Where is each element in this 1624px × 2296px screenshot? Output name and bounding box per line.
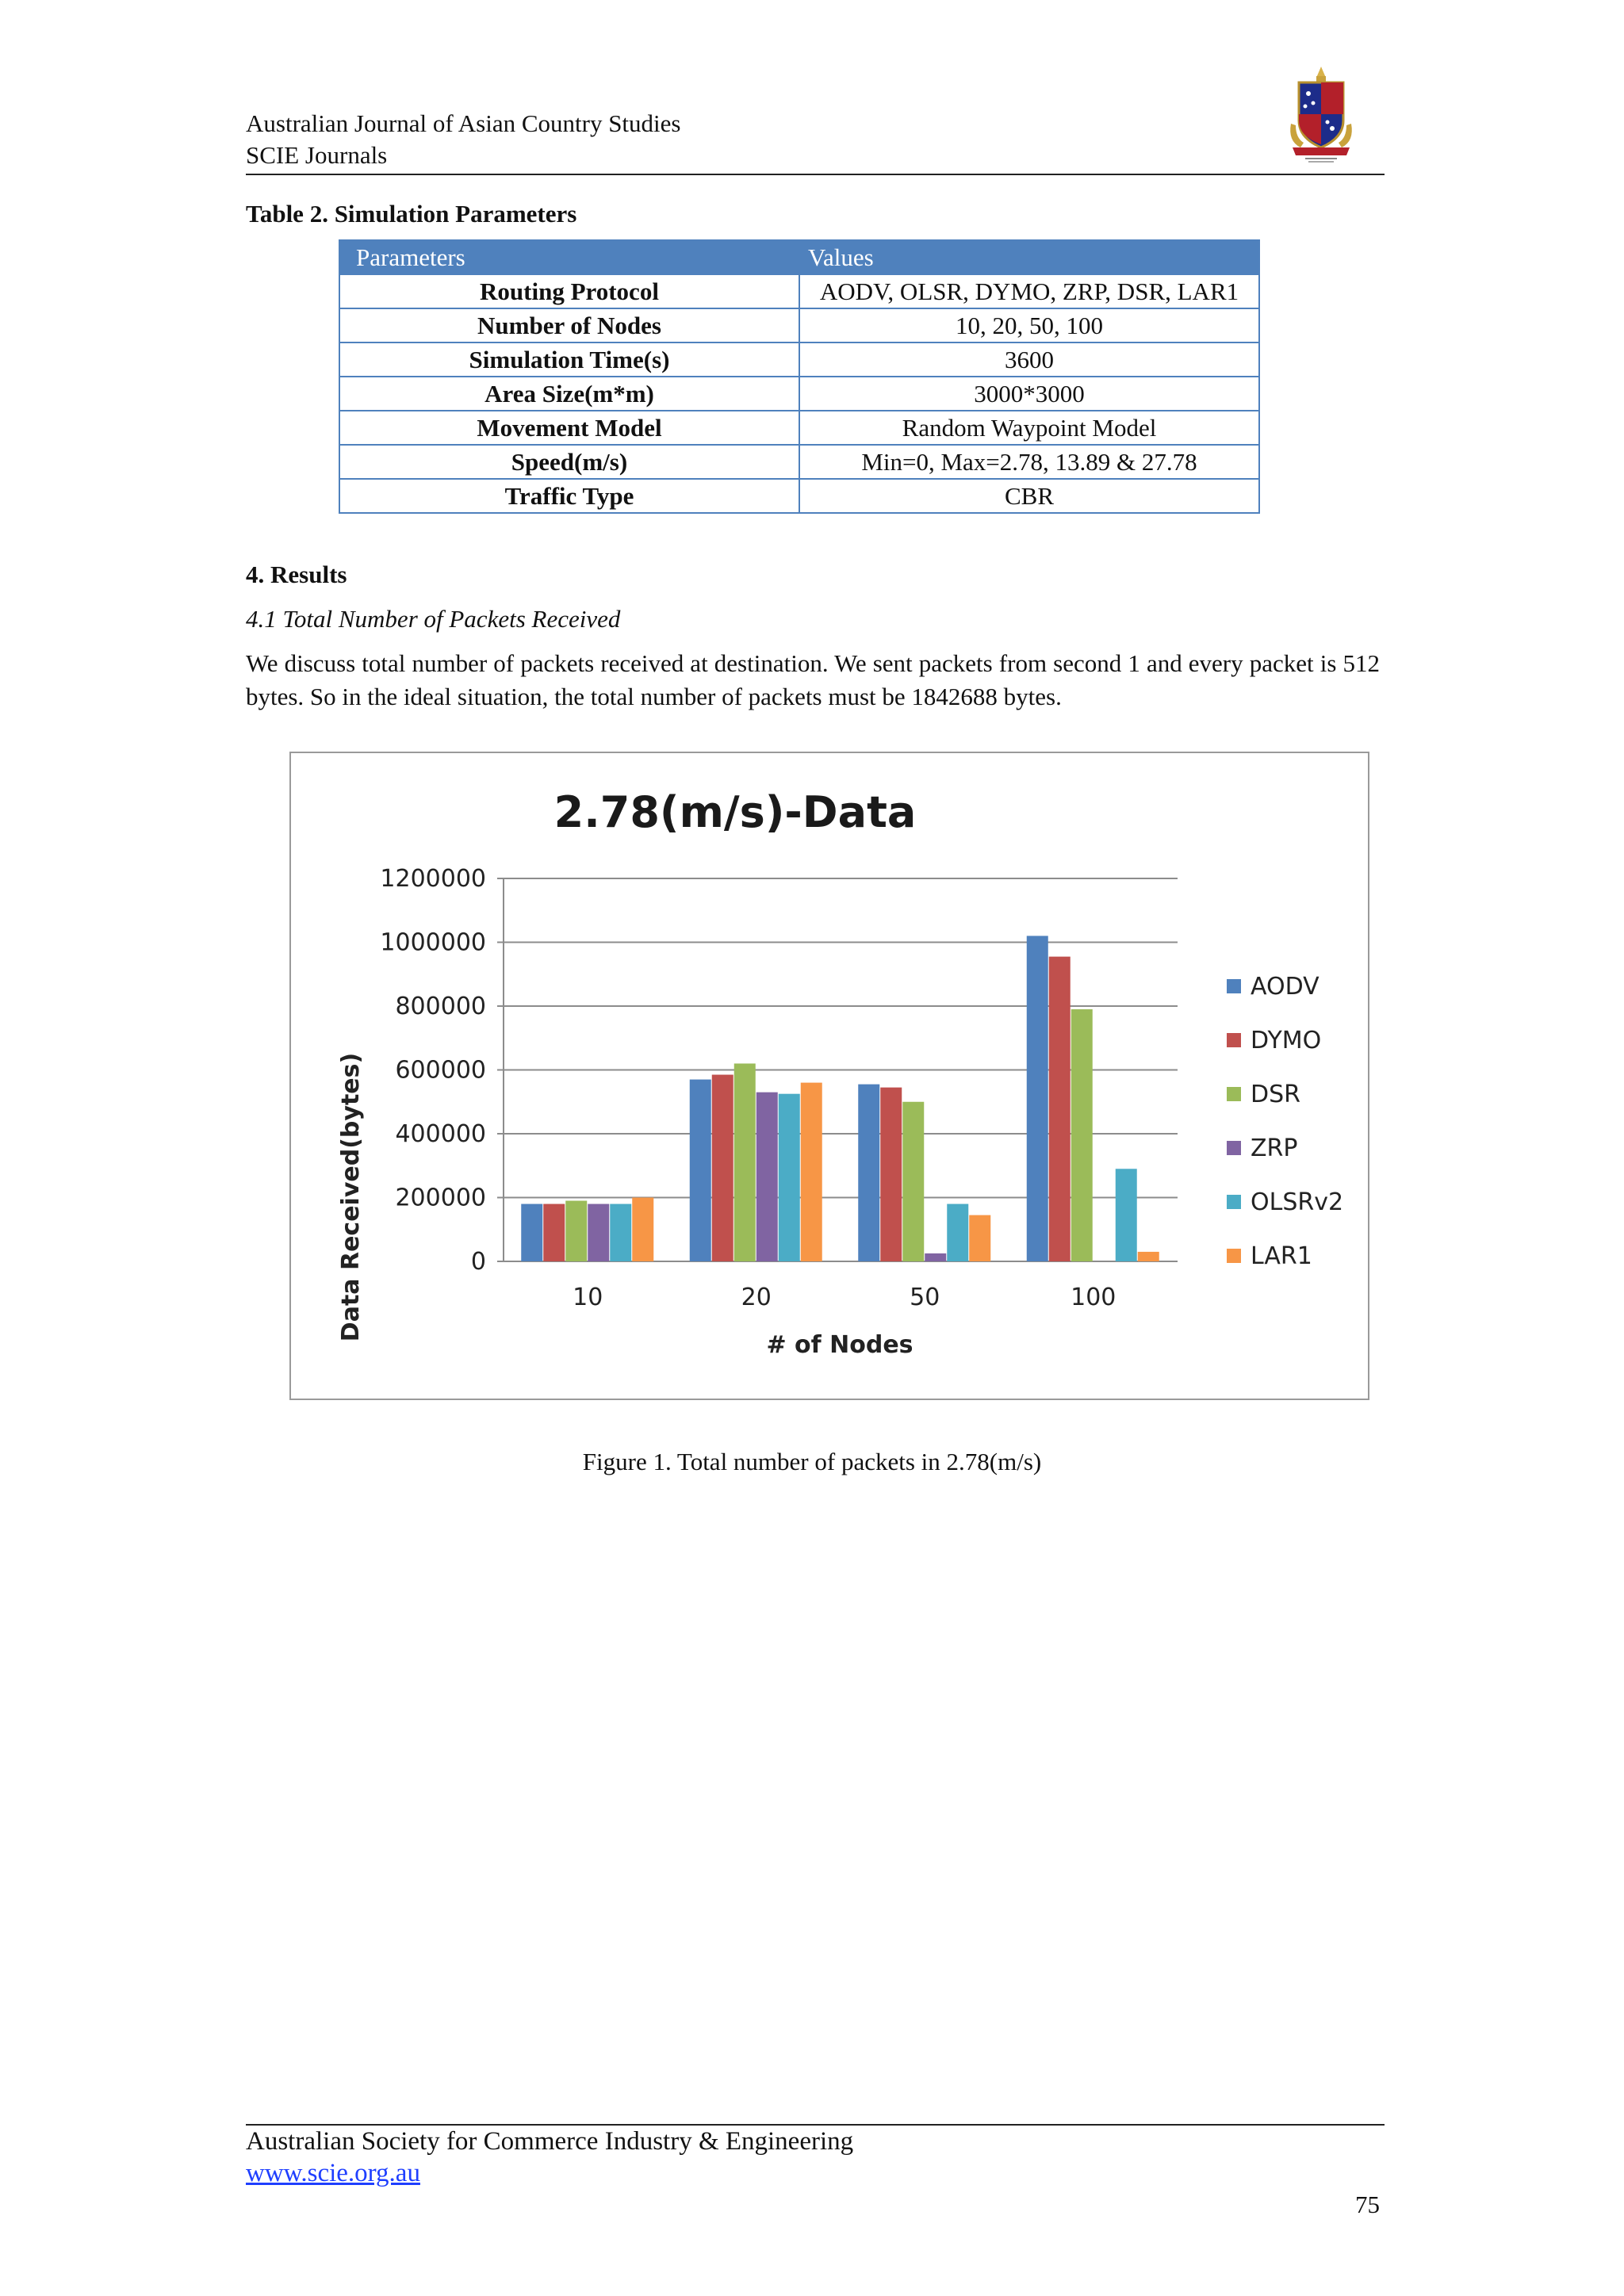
bar [690,1080,711,1261]
bar [712,1075,733,1261]
param-cell: Traffic Type [339,479,799,513]
table-row [339,411,1259,445]
figure-caption: Figure 1. Total number of packets in 2.78(m/s) [582,1448,1042,1475]
legend-label: AODV [1251,973,1320,1001]
bar [1027,936,1048,1261]
value-cell: Random Waypoint Model [799,411,1259,445]
bar [880,1088,902,1261]
x-tick-label: 20 [741,1284,772,1311]
value-cell: 10, 20, 50, 100 [799,308,1259,342]
footer-link[interactable]: www.scie.org.au [246,2159,420,2187]
x-axis-label: # of Nodes [766,1331,914,1359]
x-axis-ticks [573,1284,1116,1311]
value-cell: 3000*3000 [799,377,1259,411]
y-tick-label: 600000 [395,1056,486,1085]
bar [734,1063,756,1261]
table-row [339,445,1259,479]
param-cell: Area Size(m*m) [339,377,799,411]
x-tick-label: 50 [910,1284,940,1311]
journal-logo [1285,65,1358,165]
y-tick-label: 0 [470,1248,486,1276]
bar [588,1204,609,1261]
chart-title: 2.78(m/s)-Data [553,787,917,837]
value-cell: 3600 [799,342,1259,377]
legend-swatch [1227,1195,1241,1209]
y-tick-label: 1200000 [380,865,486,893]
parameters-table [339,239,1260,514]
bar [1049,957,1071,1261]
param-cell: Movement Model [339,411,799,445]
param-cell: Number of Nodes [339,308,799,342]
table-header-cell: Values [799,240,1259,274]
legend [1227,973,1343,1270]
legend-swatch [1227,1141,1241,1155]
footer-society: Australian Society for Commerce Industry & Engineering [246,2127,854,2156]
bar [632,1198,653,1262]
x-tick-label: 10 [573,1284,603,1311]
value-cell: AODV, OLSR, DYMO, ZRP, DSR, LAR1 [799,274,1259,308]
table-row [339,308,1259,342]
value-cell: Min=0, Max=2.78, 13.89 & 27.78 [799,445,1259,479]
table-row [339,342,1259,377]
legend-label: DYMO [1251,1027,1322,1054]
subsection-heading: 4.1 Total Number of Packets Received [246,605,621,633]
bar [543,1204,565,1261]
table-row [339,377,1259,411]
bar [1138,1252,1159,1261]
x-tick-label: 100 [1071,1284,1116,1311]
bar-chart [291,753,1368,1399]
param-cell: Routing Protocol [339,274,799,308]
y-tick-label: 1000000 [380,928,486,957]
legend-swatch [1227,1249,1241,1263]
bar [925,1253,946,1261]
legend-label: DSR [1251,1081,1300,1108]
page-number: 75 [1355,2191,1380,2218]
bars [521,936,1159,1261]
y-axis-ticks [380,865,486,1276]
bar [756,1093,778,1261]
body-paragraph: We discuss total number of packets received at destination. We sent packets from second 1 and every packet is 512 bytes. So in the ideal situation, the total number of packets must be 1842688 bytes. [246,649,1380,710]
bar [1116,1169,1137,1261]
bar [521,1204,542,1261]
table-header-cell: Parameters [339,240,799,274]
legend-label: ZRP [1251,1135,1298,1162]
table-caption: Table 2. Simulation Parameters [246,200,577,228]
legend-swatch [1227,1087,1241,1101]
bar [858,1085,879,1261]
bar [801,1083,822,1261]
bar [947,1204,968,1261]
legend-label: OLSRv2 [1251,1188,1344,1216]
value-cell: CBR [799,479,1259,513]
legend-label: LAR1 [1251,1242,1312,1270]
bar [902,1102,924,1261]
figure-frame [289,752,1369,1400]
param-cell: Speed(m/s) [339,445,799,479]
y-tick-label: 800000 [395,993,486,1020]
table-header-row [339,240,1259,274]
section-heading: 4. Results [246,561,347,588]
legend-swatch [1227,979,1241,993]
legend-swatch [1227,1033,1241,1047]
bar [779,1094,800,1261]
param-cell: Simulation Time(s) [339,342,799,377]
y-tick-label: 200000 [395,1184,486,1212]
table-row [339,274,1259,308]
journal-title: Australian Journal of Asian Country Studies [246,109,681,137]
publisher-name: SCIE Journals [246,141,388,169]
footer-rule [246,2124,1385,2126]
header-rule [246,174,1385,175]
bar [565,1201,587,1261]
bar [610,1204,631,1261]
bar [1071,1009,1093,1261]
bar [969,1215,990,1261]
y-axis-label: Data Received(bytes) [337,1052,365,1342]
y-tick-label: 400000 [395,1120,486,1148]
table-row [339,479,1259,513]
